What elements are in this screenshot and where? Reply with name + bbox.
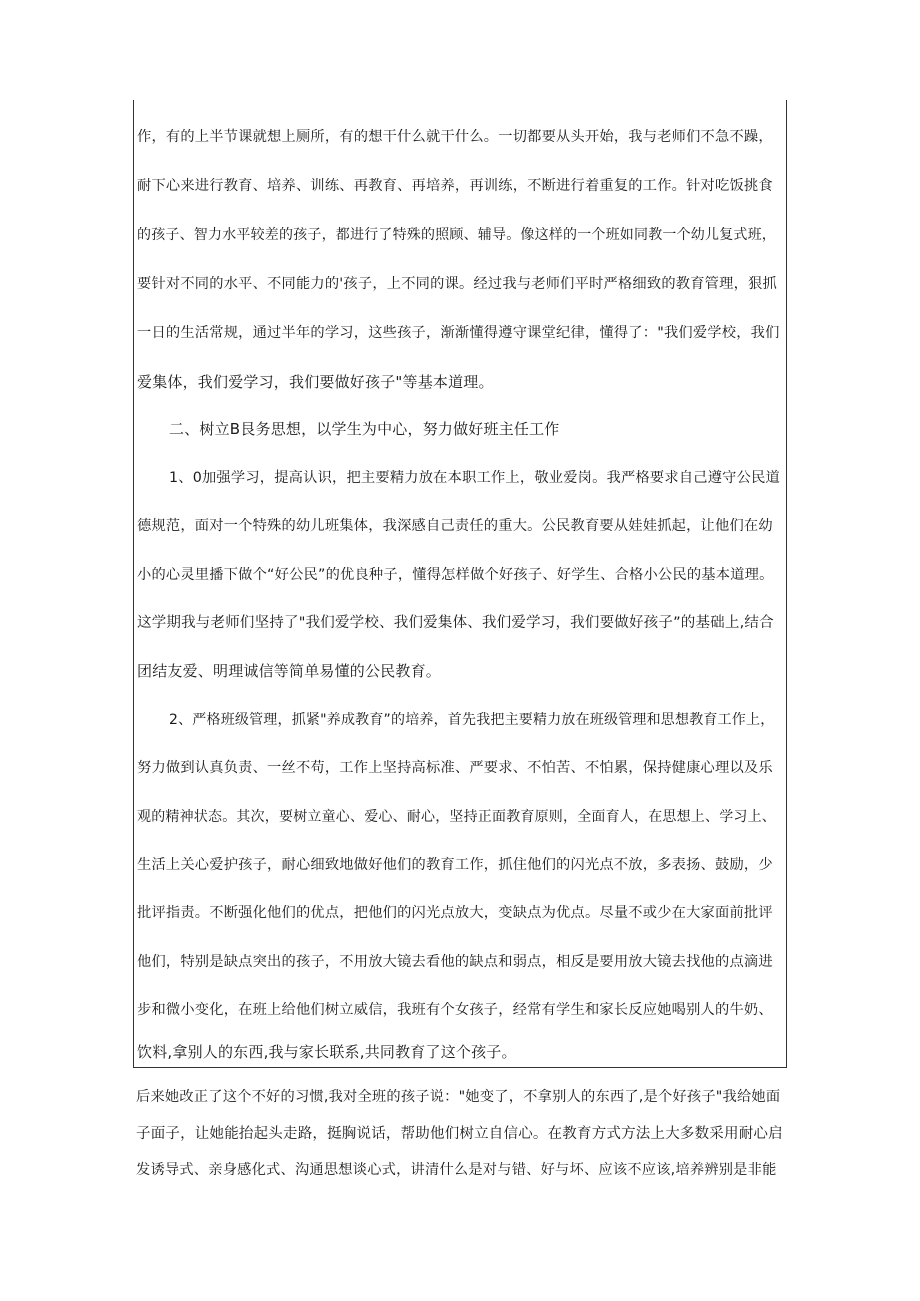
- paragraph-line: 小的心灵里播下做个“好公民”的优良种子，懂得怎样做个好孩子、好学生、合格小公民的基本道理。: [137, 567, 774, 583]
- paragraph-line: 德规范，面对一个特殊的幼儿班集体，我深感自己责任的重大。公民教育要从娃娃抓起，让他们在幼: [137, 518, 773, 534]
- paragraph-line: 一日的生活常规，通过半年的学习，这些孩子，渐渐懂得遵守课堂纪律，懂得了："我们爱学校，我们: [137, 325, 780, 341]
- paragraph-line: 步和微小变化，在班上给他们树立威信，我班有个女孩子，经常有学生和家长反应她喝别人的牛奶、: [137, 1002, 773, 1018]
- paragraph-line: 2、严格班级管理，抓紧"养成教育”的培养，首先我把主要精力放在班级管理和思想教育工作上，: [169, 712, 775, 728]
- paragraph-line: 耐下心来进行教育、培养、训练、再教育、再培养，再训练，不断进行着重复的工作。针对吃饭挑食: [137, 178, 773, 194]
- section-heading: 二、树立B艮务思想，以学生为中心，努力做好班主任工作: [169, 420, 560, 438]
- paragraph-line: 后来她改正了这个不好的习惯,我对全班的孩子说："她变了，不拿别人的东西了,是个好孩子"我给她面: [136, 1089, 781, 1105]
- paragraph-line: 作，有的上半节课就想上厕所，有的想干什么就干什么。一切都要从头开始，我与老师们不急不躁，: [137, 129, 773, 145]
- paragraph-line: 团结友爱、明理诚信等简单易懂的公民教育。: [137, 662, 442, 680]
- paragraph-line: 努力做到认真负责、一丝不苟，工作上坚持高标准、严要求、不怕苦、不怕累，保持健康心理以及乐: [137, 760, 773, 776]
- paragraph-line: 要针对不同的水平、不同能力的'孩子，上不同的课。经过我与老师们平时严格细致的教育管理，狠抓: [137, 276, 777, 292]
- paragraph-line: 1、0加强学习，提高认识，把主要精力放在本职工作上，敬业爱岗。我严格要求自己遵守公民道: [169, 470, 780, 486]
- paragraph-line: 子面子，让她能抬起头走路，挺胸说话，帮助他们树立自信心。在教育方式方法上大多数采用耐心启: [136, 1126, 783, 1142]
- paragraph-line: 发诱导式、亲身感化式、沟通思想谈心式，讲清什么是对与错、好与坏、应该不应该,培养辨别是非能: [136, 1162, 777, 1178]
- paragraph-line: 他们，特别是缺点突出的孩子，不用放大镜去看他的缺点和弱点，相反是要用放大镜去找他的点滴进: [137, 954, 773, 970]
- paragraph-line: 这学期我与老师们坚持了"我们爱学校、我们爱集体、我们爱学习，我们要做好孩子”的基础上,结合: [137, 615, 774, 631]
- paragraph-line: 批评指责。不断强化他们的优点，把他们的闪光点放大，变缺点为优点。尽量不或少在大家面前批评: [137, 905, 773, 921]
- bordered-text-frame: [133, 100, 787, 1068]
- paragraph-line: 饮料,拿别人的东西,我与家长联系,共同教育了这个孩子。: [137, 1043, 517, 1061]
- paragraph-line: 爱集体，我们爱学习，我们要做好孩子"等基本道理。: [137, 373, 494, 391]
- paragraph-line: 生活上关心爱护孩子，耐心细致地做好他们的教育工作，抓住他们的闪光点不放，多表扬、鼓励，少: [137, 857, 773, 873]
- paragraph-line: 的孩子、智力水平较差的孩子，都进行了特殊的照顾、辅导。像这样的一个班如同教一个幼儿复式班，: [137, 227, 776, 243]
- paragraph-line: 观的精神状态。其次，要树立童心、爱心、耐心，坚持正面教育原则，全面育人，在思想上、学习上、: [137, 809, 776, 825]
